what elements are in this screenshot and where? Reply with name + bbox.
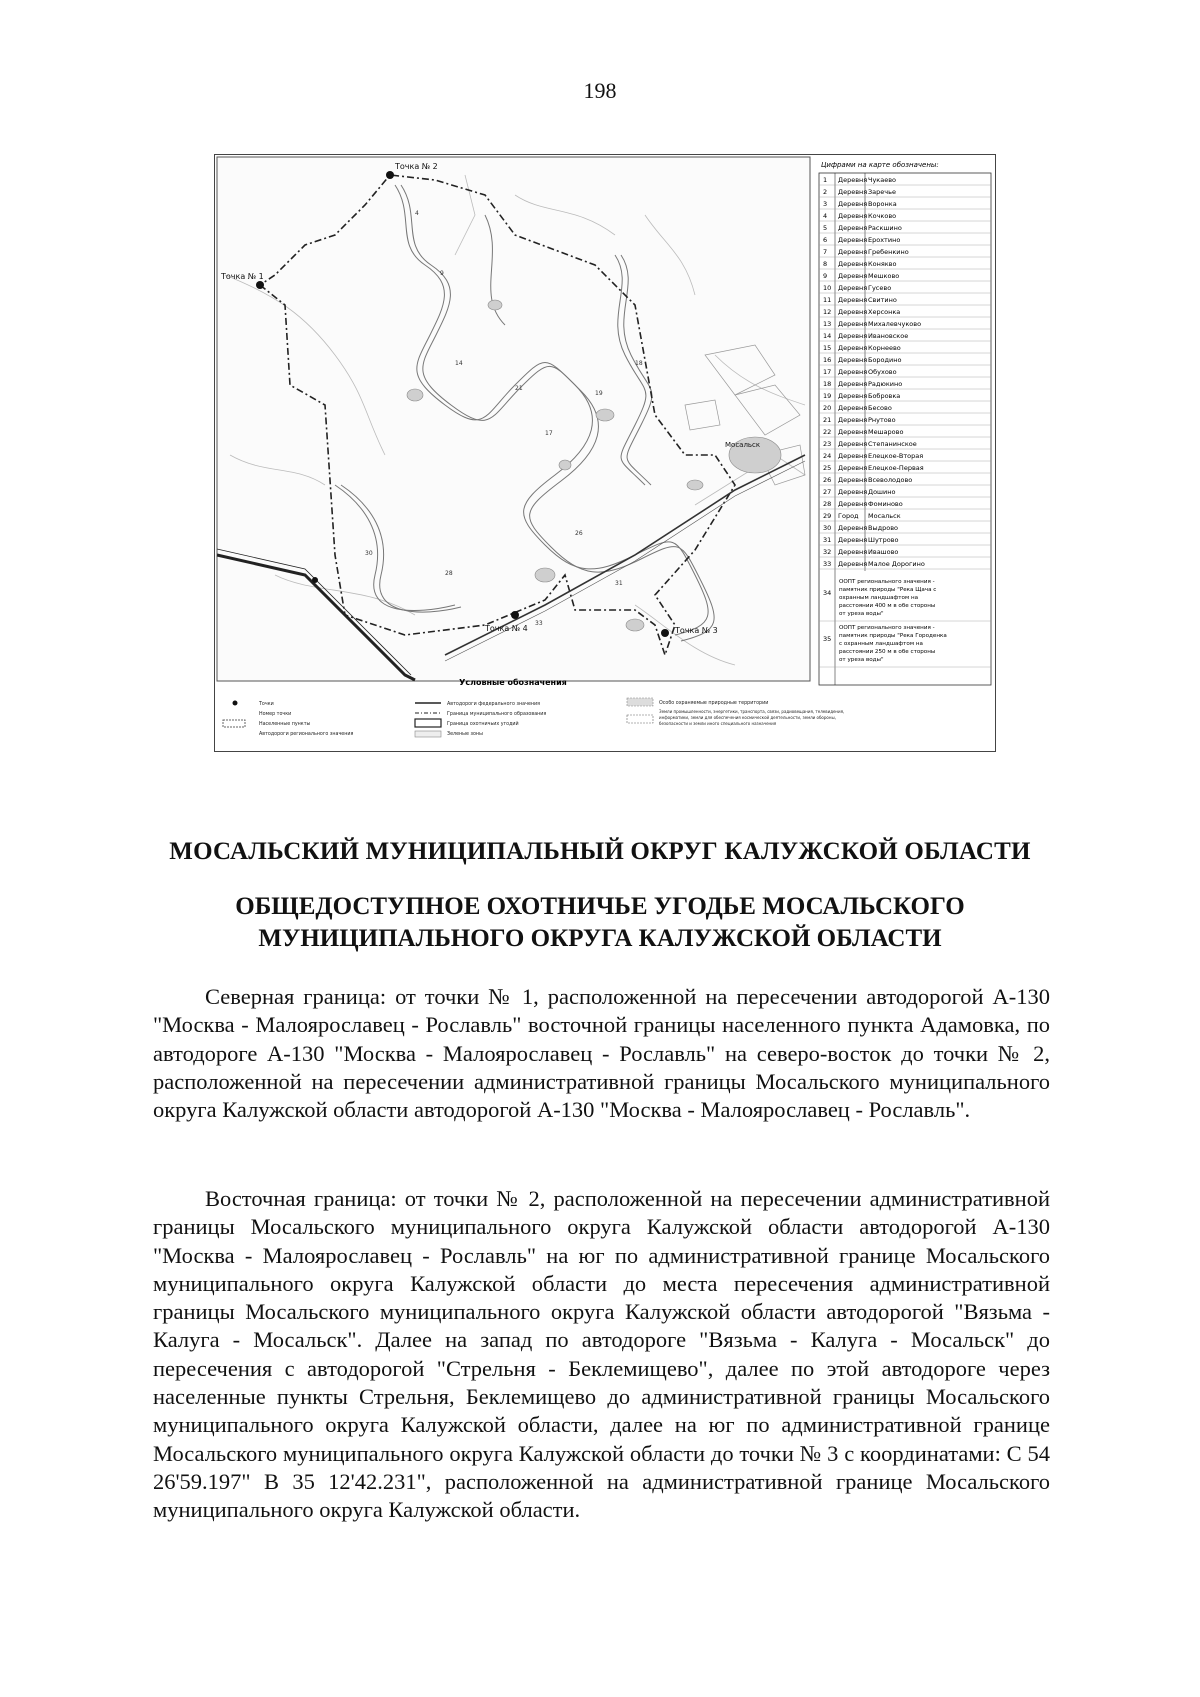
legend-item-points: Точки — [259, 702, 274, 707]
legend-note-number: 35 — [823, 635, 832, 643]
legend-row-type: Деревня — [838, 488, 868, 496]
legend-item-special-lands: Земли промышленности, энергетики, транспорта, связи, радиовещания, телевидения, информатики, земли для обеспечения космической деятельности, земли обороны, безопасности и земли иного специального назначения — [659, 709, 845, 726]
legend-row-number: 29 — [823, 512, 832, 520]
legend-row-number: 32 — [823, 548, 832, 556]
legend-row-number: 25 — [823, 464, 832, 472]
svg-text:31: 31 — [615, 580, 623, 587]
heading-district: МОСАЛЬСКИЙ МУНИЦИПАЛЬНЫЙ ОКРУГ КАЛУЖСКОЙ ОБЛАСТИ — [169, 838, 1031, 865]
legend-row-name: Гребенкино — [868, 248, 909, 256]
legend-row-name: Степанинское — [868, 440, 917, 448]
legend-row-type: Деревня — [838, 248, 868, 256]
legend-row-type: Деревня — [838, 452, 868, 460]
legend-row-type: Деревня — [838, 272, 868, 280]
legend-row-number: 5 — [823, 224, 828, 232]
legend-row-number: 8 — [823, 260, 828, 268]
legend-row-type: Деревня — [838, 284, 868, 292]
legend-note-text: ООПТ регионального значения -памятник природы "Река Городенка с охранным ландшафтом на расстоянии 250 м в обе стороны от уреза воды" — [839, 625, 947, 663]
legend-row-name: Мешково — [868, 272, 900, 280]
legend-row-number: 30 — [823, 524, 832, 532]
legend-row-name: Выдрово — [868, 524, 898, 532]
legend-row-type: Деревня — [838, 176, 868, 184]
legend-row-type: Деревня — [838, 236, 868, 244]
legend-row-type: Деревня — [838, 260, 868, 268]
legend-row-number: 33 — [823, 560, 832, 568]
legend-row-number: 27 — [823, 488, 832, 496]
legend-item-federal-roads: Автодороги федерального значения — [447, 702, 541, 707]
label-town: Мосальск — [725, 441, 761, 449]
bottom-legend-title: Условные обозначения — [459, 678, 567, 687]
legend-row-name: Чукаево — [868, 176, 897, 184]
legend-row-name: Малое Дорогино — [868, 560, 925, 568]
legend-row-name: Конякво — [868, 260, 897, 268]
legend-row-name: Мешарово — [868, 428, 904, 436]
legend-row-name: Фоминово — [868, 500, 903, 508]
legend-row-name: Воронка — [868, 200, 897, 208]
legend-row-type: Деревня — [838, 392, 868, 400]
legend-row-name: Ивановское — [868, 332, 909, 340]
svg-text:19: 19 — [595, 390, 603, 397]
legend-row-number: 15 — [823, 344, 832, 352]
legend-row-name: Елецкое-Первая — [868, 464, 924, 472]
legend-row-name: Радюкино — [868, 380, 903, 388]
paragraph-east-boundary: Восточная граница: от точки № 2, расположенной на пересечении административной границы Мосальского муниципального округа Калужской области автодорогой А-130 "Москва - Малоярославец - Рославль" на юг по административной границе Мосальского муниципального округа Калужской области до места пересечения административной границы Мосальского муниципального округа Калужской области автодорогой "Вязьма - Калуга - Мосальск". Далее на запад по автодороге "Вязьма - Калуга - Мосальск" до пересечения с автодорогой "Стрельня - Беклемищево", далее по этой автодороге через населенные пункты Стрельня, Беклемищево до административной границы Мосальского муниципального округа Калужской области, далее на юг по административной границе Мосальского муниципального округа Калужской области до точки № 3 с координатами: С 54 26'59.197" В 35 12'42.231", расположенной на административной границе Мосальского муниципального округа Калужской области. — [153, 1186, 1050, 1523]
legend-row-type: Деревня — [838, 500, 868, 508]
legend-row-number: 11 — [823, 296, 832, 304]
legend-row-name: Гусево — [868, 284, 892, 292]
legend-row-name: Заречье — [868, 188, 896, 196]
legend-row-name: Дошино — [868, 488, 896, 496]
paragraph-north-boundary: Северная граница: от точки № 1, расположенной на пересечении автодорогой А-130 "Москва - Малоярославец - Рославль" восточной границы населенного пункта Адамовка, по автодороге А-130 "Москва - Малоярославец - Рославль" на северо-восток до точки № 2, расположенной на пересечении административной границы Мосальского муниципального округа Калужской области автодорогой А-130 "Москва - Малоярославец - Рославль". — [153, 984, 1050, 1123]
point-2-marker — [386, 171, 394, 179]
legend-row-type: Деревня — [838, 200, 868, 208]
legend-row-number: 16 — [823, 356, 832, 364]
label-point-4: Точка № 4 — [485, 624, 528, 633]
legend-item-settlements: Населенные пункты — [259, 722, 311, 727]
legend-row-number: 10 — [823, 284, 832, 292]
heading-hunting-ground — [150, 891, 1050, 955]
legend-row-type: Деревня — [838, 188, 868, 196]
legend-row-number: 18 — [823, 380, 832, 388]
hunting-ground-map — [214, 154, 996, 752]
heading-hunting-ground-line2: МУНИЦИПАЛЬНОГО ОКРУГА КАЛУЖСКОЙ ОБЛАСТИ — [258, 925, 942, 952]
point-3-marker — [661, 629, 669, 637]
map-area — [217, 157, 810, 681]
legend-row-type: Деревня — [838, 356, 868, 364]
legend-row-type: Деревня — [838, 224, 868, 232]
legend-item-regional-roads: Автодороги регионального значения — [259, 732, 354, 737]
legend-row-number: 3 — [823, 200, 828, 208]
legend-row-type: Деревня — [838, 524, 868, 532]
legend-row-type: Деревня — [838, 416, 868, 424]
legend-row-type: Деревня — [838, 308, 868, 316]
legend-row-number: 26 — [823, 476, 832, 484]
legend-row-name: Раскшино — [868, 224, 902, 232]
legend-row-type: Деревня — [838, 560, 868, 568]
legend-item-point-number: Номер точки — [259, 712, 292, 717]
legend-row-type: Деревня — [838, 404, 868, 412]
legend-row-name: Мосальск — [868, 512, 901, 520]
legend-row-type: Деревня — [838, 536, 868, 544]
legend-row-name: Михалевчуково — [868, 320, 922, 328]
label-point-3: Точка № 3 — [675, 626, 718, 635]
svg-text:21: 21 — [515, 385, 523, 392]
svg-text:17: 17 — [545, 430, 553, 437]
svg-text:26: 26 — [575, 530, 583, 537]
legend-row-name: Свитино — [868, 296, 897, 304]
legend-row-number: 20 — [823, 404, 832, 412]
legend-row-number: 2 — [823, 188, 828, 196]
legend-item-protected-areas: Особо охраняемые природные территории — [659, 701, 769, 706]
settlement-legend — [819, 161, 991, 685]
legend-row-type: Деревня — [838, 440, 868, 448]
svg-text:14: 14 — [455, 360, 463, 367]
legend-row-type: Деревня — [838, 332, 868, 340]
legend-row-number: 19 — [823, 392, 832, 400]
legend-row-type: Деревня — [838, 344, 868, 352]
legend-item-green-zones: Зеленые зоны — [447, 732, 483, 737]
legend-item-municipal-border: Граница муниципального образования — [447, 712, 547, 717]
legend-title: Цифрами на карте обозначены: — [821, 161, 939, 169]
legend-row-number: 13 — [823, 320, 832, 328]
legend-row-name: Херсонка — [868, 308, 901, 316]
legend-row-name: Бесово — [868, 404, 892, 412]
point-1-marker — [256, 281, 264, 289]
legend-row-type: Город — [838, 512, 859, 520]
legend-row-name: Всеволодово — [868, 476, 913, 484]
legend-row-number: 6 — [823, 236, 828, 244]
legend-row-number: 14 — [823, 332, 832, 340]
page-number: 198 — [583, 78, 617, 103]
legend-row-type: Деревня — [838, 464, 868, 472]
legend-row-number: 17 — [823, 368, 832, 376]
legend-row-name: Кочково — [868, 212, 897, 220]
svg-text:18: 18 — [635, 360, 643, 367]
point-4-marker — [511, 611, 519, 619]
legend-row-type: Деревня — [838, 428, 868, 436]
legend-row-name: Корнеево — [868, 344, 901, 352]
label-point-2: Точка № 2 — [395, 162, 438, 171]
legend-row-number: 31 — [823, 536, 832, 544]
legend-row-name: Елецкое-Вторая — [868, 452, 924, 460]
legend-row-number: 21 — [823, 416, 832, 424]
svg-text:28: 28 — [445, 570, 453, 577]
bottom-legend — [223, 698, 844, 737]
legend-row-number: 9 — [823, 272, 828, 280]
legend-row-number: 7 — [823, 248, 828, 256]
legend-row-number: 28 — [823, 500, 832, 508]
svg-text:30: 30 — [365, 550, 373, 557]
legend-row-name: Бобровка — [868, 392, 901, 400]
legend-row-name: Ерохтино — [868, 236, 901, 244]
legend-row-type: Деревня — [838, 476, 868, 484]
legend-row-number: 1 — [823, 176, 828, 184]
legend-row-type: Деревня — [838, 296, 868, 304]
label-point-1: Точка № 1 — [221, 272, 264, 281]
svg-text:9: 9 — [440, 270, 444, 277]
svg-text:33: 33 — [535, 620, 543, 627]
legend-row-type: Деревня — [838, 212, 868, 220]
legend-row-type: Деревня — [838, 380, 868, 388]
legend-row-number: 24 — [823, 452, 832, 460]
legend-row-name: Шутрово — [868, 536, 899, 544]
legend-row-type: Деревня — [838, 368, 868, 376]
legend-row-name: Ивашово — [868, 548, 899, 556]
legend-item-hunting-border: Граница охотничьих угодий — [447, 722, 519, 727]
legend-row-type: Деревня — [838, 548, 868, 556]
legend-row-number: 12 — [823, 308, 832, 316]
legend-row-number: 4 — [823, 212, 828, 220]
legend-row-number: 23 — [823, 440, 832, 448]
legend-note-text: ООПТ регионального значения -памятник природы "Река Щача с охранным ландшафтом на расстоянии 400 м в обе стороны от уреза воды" — [839, 579, 937, 617]
legend-row-name: Обухово — [868, 368, 897, 376]
legend-row-name: Рнутово — [868, 416, 896, 424]
heading-hunting-ground-line1: ОБЩЕДОСТУПНОЕ ОХОТНИЧЬЕ УГОДЬЕ МОСАЛЬСКОГО — [235, 893, 965, 920]
svg-text:4: 4 — [415, 210, 419, 217]
legend-row-type: Деревня — [838, 320, 868, 328]
legend-row-number: 22 — [823, 428, 832, 436]
legend-row-name: Бородино — [868, 356, 902, 364]
legend-note-number: 34 — [823, 589, 832, 597]
